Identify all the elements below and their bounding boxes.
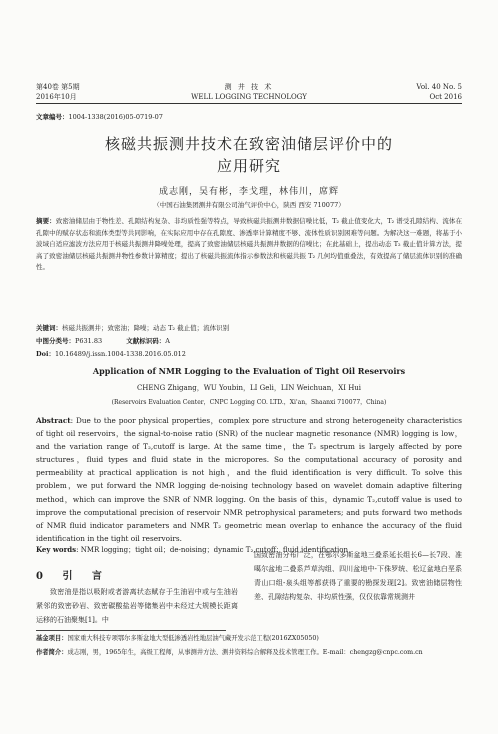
body-text-right: 国致密油分布广泛，在鄂尔多斯盆地三叠系延长组长6—长7段、准噶尔盆地二叠系芦草沟组、四川盆地中-下侏罗统、松辽盆地白垩系青山口组-泉头组等都获得了重要的勘探发现[2]。致密油储层物性差、孔隙结构复杂、非均质性强，仅仅依靠常规测井 bbox=[254, 551, 462, 601]
abstract-cn-text: 致密油储层由于物性差、孔隙结构复杂、非均质性强等特点，导致核磁共振测井数据信噪比低，T₂ 截止值变化大，T₂ 谱受孔隙结构、流体在孔隙中的赋存状态和流体类型等共同影响，在实际应用中存在孔隙度、渗透率计算精度不够、流体性质识别困难等问题。为解决这一难题，将基于小波域自适应滤波方法应用于核磁共振测井降噪处理，提高了致密油储层核磁共振测井数据的信噪比；在此基础上，提出动态 T₂ 截止值计算方法，提高了致密油储层核磁共振测井物性参数计算精度；提出了核磁共振流体指示参数法和核磁共振 T₂ 几何均值重叠法，有效提高了储层流体识别的准确性。 bbox=[36, 217, 463, 272]
header-vol-cn: 第40卷 第5期 bbox=[36, 83, 80, 91]
article-number bbox=[36, 112, 163, 121]
header-vol-en: Vol. 40 No. 5 bbox=[416, 83, 462, 91]
author-bio-label: 作者简介： bbox=[36, 649, 68, 656]
clc-value: P631.83 bbox=[75, 337, 103, 345]
affiliation-cn: （中国石油集团测井有限公司油气评价中心，陕西 西安 710077） bbox=[153, 201, 345, 209]
clc-label: 中图分类号： bbox=[36, 337, 75, 345]
abstract-cn-label: 摘要： bbox=[36, 217, 56, 225]
abstract-en-text: : Due to the poor physical properties，complex pore structure and strong heterogeneity characteristics of tight oil reservoirs，the signal-to-noise ratio (SNR) of the nuclear magnetic resonance (NMR) logging is low，and the variation range of T₂,cutoff is large. At the same time，the T₂ spectrum is largely affected by pore structures，fluid types and fluid state in the micropores. So the computational accuracy of porosity and permeability at practical application is not high，and the fluid identification is very difficult. To solve this problem，we put forward the NMR logging de-noising technology based on wavelet domain adaptive filtering method，which can improve the SNR of NMR logging. On the basis of this，dynamic T₂,cutoff value is used to improve the computational precision of reservoir NMR petrophysical parameters; and puts forward two methods of NMR fluid indicator parameters and NMR T₂ geometric mean overlap to enhance the accuracy of the fluid identification in the tight oil reservoirs. bbox=[36, 416, 462, 543]
author-bio bbox=[36, 648, 462, 658]
classification bbox=[36, 336, 462, 345]
header-volume-en bbox=[416, 82, 462, 102]
doc-code-value: A bbox=[165, 337, 170, 345]
article-number-value: 1004-1338(2016)05-0719-07 bbox=[68, 113, 163, 121]
doi bbox=[36, 349, 462, 358]
keywords-en-label: Key words bbox=[36, 545, 77, 554]
keywords-en-text: : NMR logging；tight oil；de-noising；dynamic T₂,cutoff；fluid identification bbox=[76, 546, 349, 554]
header-date-en: Oct 2016 bbox=[429, 93, 462, 101]
header-divider bbox=[36, 103, 462, 104]
funding-label: 基金项目： bbox=[36, 635, 68, 642]
keywords-cn-label: 关键词： bbox=[36, 324, 62, 332]
author-bio-text: 成志刚，男，1965年生，高级工程师，从事测井方法、测井资料综合解释及技术管理工作。E-mail：chengzg@cnpc.com.cn bbox=[67, 649, 423, 656]
page-title-cn bbox=[0, 133, 498, 177]
abstract-cn bbox=[36, 216, 462, 274]
doi-label: Doi： bbox=[36, 350, 55, 358]
abstract-en-label: Abstract bbox=[36, 416, 71, 425]
page-title-en: Application of NMR Logging to the Evaluation of Tight Oil Reservoirs bbox=[92, 366, 406, 376]
journal-name-en: WELL LOGGING TECHNOLOGY bbox=[191, 93, 307, 101]
authors-en: CHENG Zhigang，WU Youbin，LI Geli，LIN Weichuan，XI Hui bbox=[136, 384, 362, 392]
doc-code-label: 文献标识码： bbox=[126, 337, 166, 345]
title-cn-line1: 核磁共振测井技术在致密油储层评价中的 bbox=[104, 135, 393, 153]
footnote-divider bbox=[36, 630, 226, 631]
section-heading: 0 引 言 bbox=[36, 571, 110, 582]
affiliation-en: (Reservoirs Evaluation Center，CNPC Logging CO. LTD.，Xi'an，Shaanxi 710077，China) bbox=[111, 399, 387, 406]
title-cn-line2: 应用研究 bbox=[216, 157, 281, 175]
header-date-cn: 2016年10月 bbox=[36, 93, 77, 101]
body-text-left: 致密油是指以吸附或者游离状态赋存于生油岩中或与生油岩紧邻的致密砂岩、致密碳酸盐岩等储集岩中未经过大规模长距离运移的石油聚集[1]。中 bbox=[36, 588, 238, 624]
keywords-cn-text: 核磁共振测井；致密油；降噪；动态 T₂ 截止值；流体识别 bbox=[62, 324, 230, 332]
article-number-label: 文章编号： bbox=[36, 113, 69, 121]
funding-note bbox=[36, 634, 462, 644]
keywords-cn bbox=[36, 323, 462, 334]
authors-cn: 成志刚，吴有彬，李戈理，林伟川，席辉 bbox=[158, 187, 339, 197]
funding-text: 国家重大科技专项鄂尔多斯盆地大型低渗透岩性地层油气藏开发示范工程(2016ZX05050) bbox=[67, 635, 319, 642]
abstract-en bbox=[36, 414, 462, 545]
doi-value: 10.16489/j.issn.1004-1338.2016.05.012 bbox=[54, 350, 186, 358]
journal-name-cn: 测 井 技 术 bbox=[224, 83, 274, 91]
